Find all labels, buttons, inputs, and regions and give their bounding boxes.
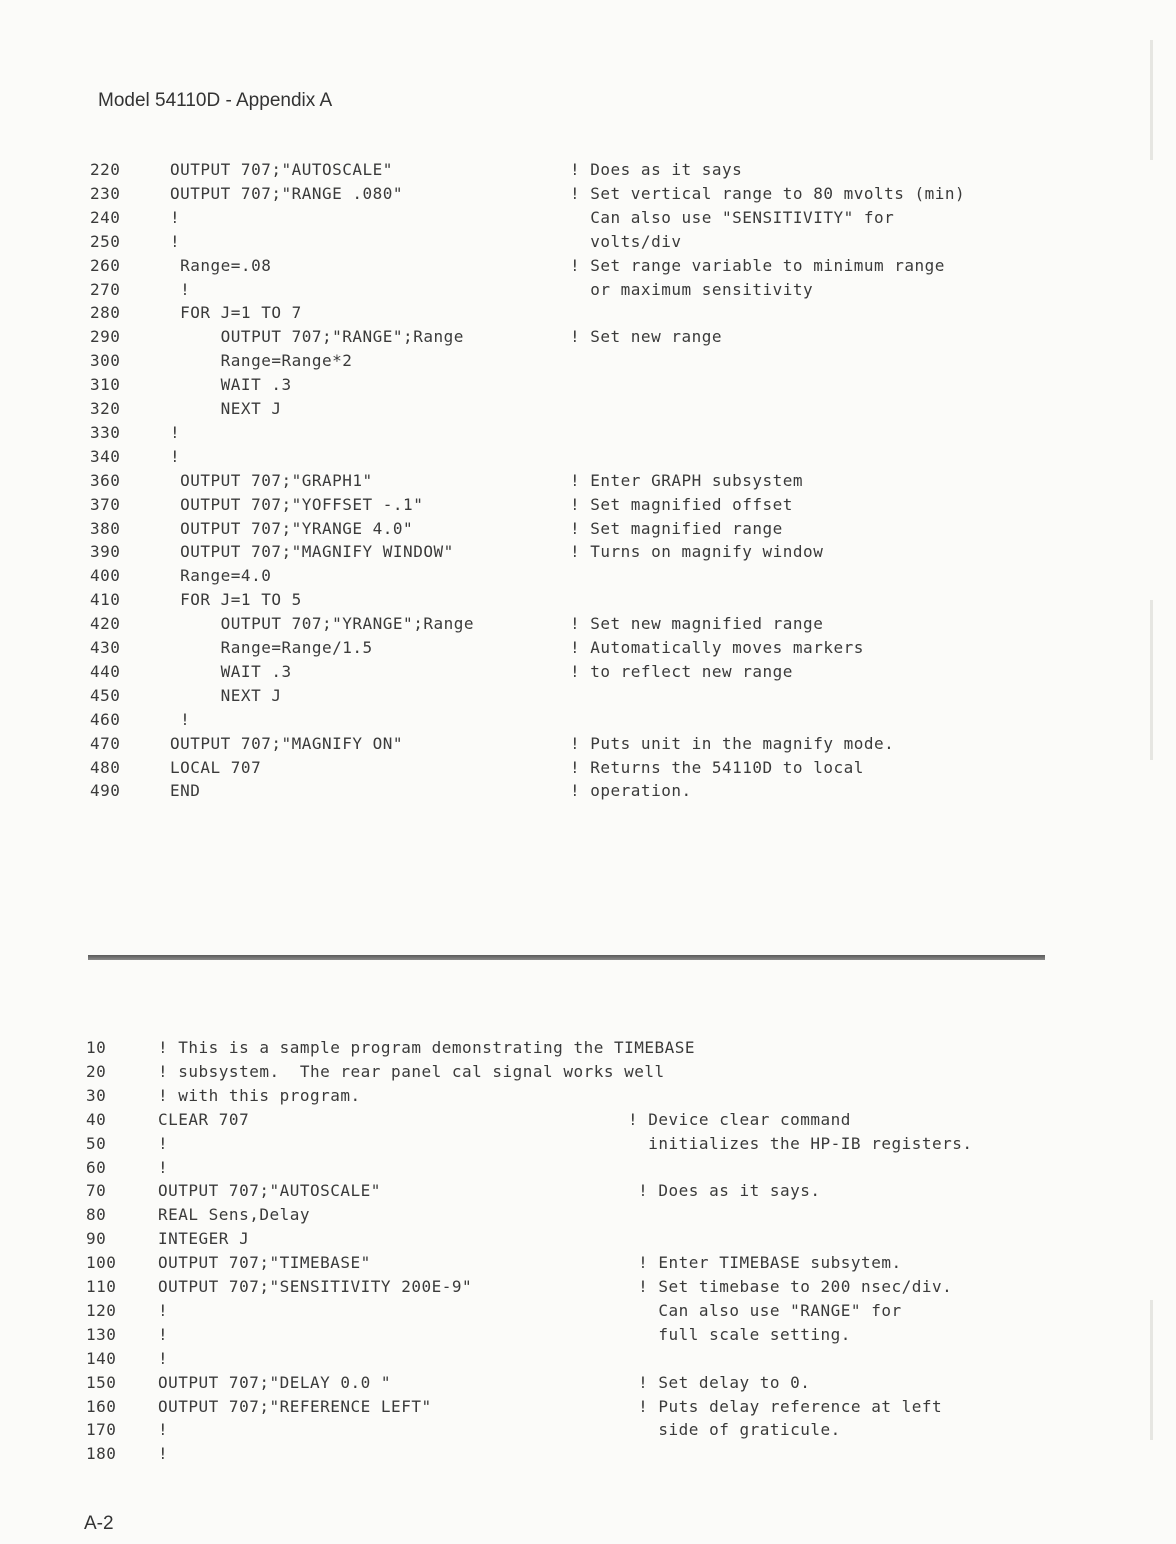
scan-edge-mark	[1150, 600, 1153, 760]
code-comment: ! Set vertical range to 80 mvolts (min)	[570, 183, 966, 203]
line-number: 180	[86, 1444, 117, 1464]
code-text: !	[170, 446, 181, 466]
code-comment: ! Does as it says	[570, 160, 743, 179]
line-number: 90	[86, 1229, 107, 1249]
code-text: Range=Range/1.5	[170, 638, 373, 657]
line-number: 280	[90, 303, 121, 323]
code-comment: ! Device clear command	[628, 1109, 851, 1129]
code-comment: ! Puts delay reference at left	[628, 1396, 943, 1416]
line-number: 20	[86, 1061, 107, 1081]
line-number: 390	[90, 542, 121, 562]
code-text: !	[158, 1300, 169, 1320]
code-comment: ! Enter GRAPH subsystem	[570, 470, 804, 490]
code-comment: ! Set new magnified range	[570, 614, 824, 634]
code-text: WAIT .3	[170, 661, 292, 681]
code-comment: ! Set magnified range	[570, 518, 783, 538]
line-number: 400	[90, 566, 121, 586]
code-text: Range=Range*2	[170, 351, 353, 371]
line-number: 330	[90, 422, 121, 442]
line-number: 40	[86, 1109, 107, 1129]
code-text: !	[158, 1444, 169, 1464]
line-number: 290	[90, 327, 121, 347]
scan-edge-mark	[1150, 40, 1153, 160]
code-text: FOR J=1 TO 5	[170, 590, 302, 610]
line-number: 300	[90, 351, 121, 371]
code-text: !	[170, 709, 191, 729]
line-number: 60	[86, 1157, 107, 1177]
line-number: 130	[86, 1324, 117, 1344]
code-comment: ! Set delay to 0.	[628, 1372, 811, 1392]
line-number: 120	[86, 1300, 117, 1320]
line-number: 50	[86, 1133, 107, 1153]
code-comment: ! Set timebase to 200 nsec/div.	[628, 1277, 953, 1296]
line-number: 480	[90, 757, 121, 777]
code-comment: ! to reflect new range	[570, 661, 793, 681]
code-text: OUTPUT 707;"RANGE .080"	[170, 183, 404, 203]
section-divider	[88, 955, 1045, 960]
code-comment: ! Automatically moves markers	[570, 638, 864, 657]
code-text: REAL Sens,Delay	[158, 1205, 310, 1225]
code-text: !	[158, 1157, 169, 1177]
code-text: Range=.08	[170, 255, 272, 275]
code-text: FOR J=1 TO 7	[170, 303, 302, 323]
code-text: OUTPUT 707;"SENSITIVITY 200E-9"	[158, 1277, 473, 1296]
line-number: 410	[90, 590, 121, 610]
line-number: 150	[86, 1372, 117, 1392]
line-number: 70	[86, 1181, 107, 1201]
code-text: NEXT J	[170, 685, 282, 705]
line-number: 440	[90, 661, 121, 681]
code-text: !	[170, 422, 181, 442]
code-comment: initializes the HP-IB registers.	[628, 1133, 973, 1153]
code-text: ! with this program.	[158, 1085, 361, 1105]
line-number: 380	[90, 518, 121, 538]
page-header: Model 54110D - Appendix A	[98, 90, 333, 111]
code-comment: ! Turns on magnify window	[570, 542, 824, 562]
code-text: OUTPUT 707;"YRANGE 4.0"	[170, 518, 414, 538]
code-text: END	[170, 781, 201, 801]
line-number: 110	[86, 1277, 117, 1296]
line-number: 100	[86, 1253, 117, 1273]
line-number: 10	[86, 1038, 107, 1057]
line-number: 230	[90, 183, 121, 203]
code-text: !	[158, 1348, 169, 1368]
code-text: !	[170, 279, 191, 299]
line-number: 450	[90, 685, 121, 705]
line-number: 430	[90, 638, 121, 657]
code-comment: ! Puts unit in the magnify mode.	[570, 733, 895, 753]
code-comment: ! Returns the 54110D to local	[570, 757, 864, 777]
code-text: !	[170, 231, 181, 251]
line-number: 360	[90, 470, 121, 490]
line-number: 370	[90, 494, 121, 514]
line-number: 320	[90, 399, 121, 418]
line-number: 30	[86, 1085, 107, 1105]
code-text: OUTPUT 707;"GRAPH1"	[170, 470, 373, 490]
page-number: A-2	[84, 1513, 114, 1534]
code-text: LOCAL 707	[170, 757, 262, 777]
code-text: Range=4.0	[170, 566, 272, 586]
code-comment: or maximum sensitivity	[570, 279, 814, 299]
line-number: 240	[90, 207, 121, 227]
line-number: 460	[90, 709, 121, 729]
code-text: OUTPUT 707;"YOFFSET -.1"	[170, 494, 424, 514]
line-number: 340	[90, 446, 121, 466]
code-text: INTEGER J	[158, 1229, 250, 1249]
scan-edge-mark	[1150, 1300, 1153, 1440]
code-text: OUTPUT 707;"REFERENCE LEFT"	[158, 1396, 432, 1416]
code-text: OUTPUT 707;"AUTOSCALE"	[158, 1181, 381, 1201]
code-text: CLEAR 707	[158, 1109, 250, 1129]
line-number: 490	[90, 781, 121, 801]
code-comment: Can also use "RANGE" for	[628, 1300, 902, 1320]
code-comment: side of graticule.	[628, 1420, 841, 1440]
code-text: OUTPUT 707;"RANGE";Range	[170, 327, 464, 347]
line-number: 220	[90, 160, 121, 179]
line-number: 250	[90, 231, 121, 251]
code-text: WAIT .3	[170, 375, 292, 395]
code-comment: ! Set magnified offset	[570, 494, 793, 514]
line-number: 420	[90, 614, 121, 634]
line-number: 260	[90, 255, 121, 275]
line-number: 80	[86, 1205, 107, 1225]
code-text: OUTPUT 707;"MAGNIFY ON"	[170, 733, 404, 753]
code-text: OUTPUT 707;"TIMEBASE"	[158, 1253, 371, 1273]
code-text: OUTPUT 707;"DELAY 0.0 "	[158, 1372, 392, 1392]
code-text: ! This is a sample program demonstrating the TIMEBASE	[158, 1038, 696, 1057]
code-comment: full scale setting.	[628, 1324, 851, 1344]
code-comment: Can also use "SENSITIVITY" for	[570, 207, 895, 227]
code-text: OUTPUT 707;"AUTOSCALE"	[170, 160, 393, 179]
code-text: !	[158, 1324, 169, 1344]
code-text: OUTPUT 707;"MAGNIFY WINDOW"	[170, 542, 454, 562]
code-comment: ! operation.	[570, 781, 692, 801]
code-text: !	[158, 1420, 169, 1440]
code-comment: ! Set range variable to minimum range	[570, 255, 945, 275]
code-text: OUTPUT 707;"YRANGE";Range	[170, 614, 474, 634]
code-text: NEXT J	[170, 399, 282, 418]
code-text: ! subsystem. The rear panel cal signal works well	[158, 1061, 665, 1081]
line-number: 270	[90, 279, 121, 299]
line-number: 310	[90, 375, 121, 395]
line-number: 160	[86, 1396, 117, 1416]
line-number: 470	[90, 733, 121, 753]
code-comment: ! Does as it says.	[628, 1181, 821, 1201]
line-number: 140	[86, 1348, 117, 1368]
line-number: 170	[86, 1420, 117, 1440]
code-text: !	[158, 1133, 169, 1153]
code-comment: volts/div	[570, 231, 682, 251]
code-comment: ! Set new range	[570, 327, 722, 347]
code-text: !	[170, 207, 181, 227]
code-comment: ! Enter TIMEBASE subsytem.	[628, 1253, 902, 1273]
